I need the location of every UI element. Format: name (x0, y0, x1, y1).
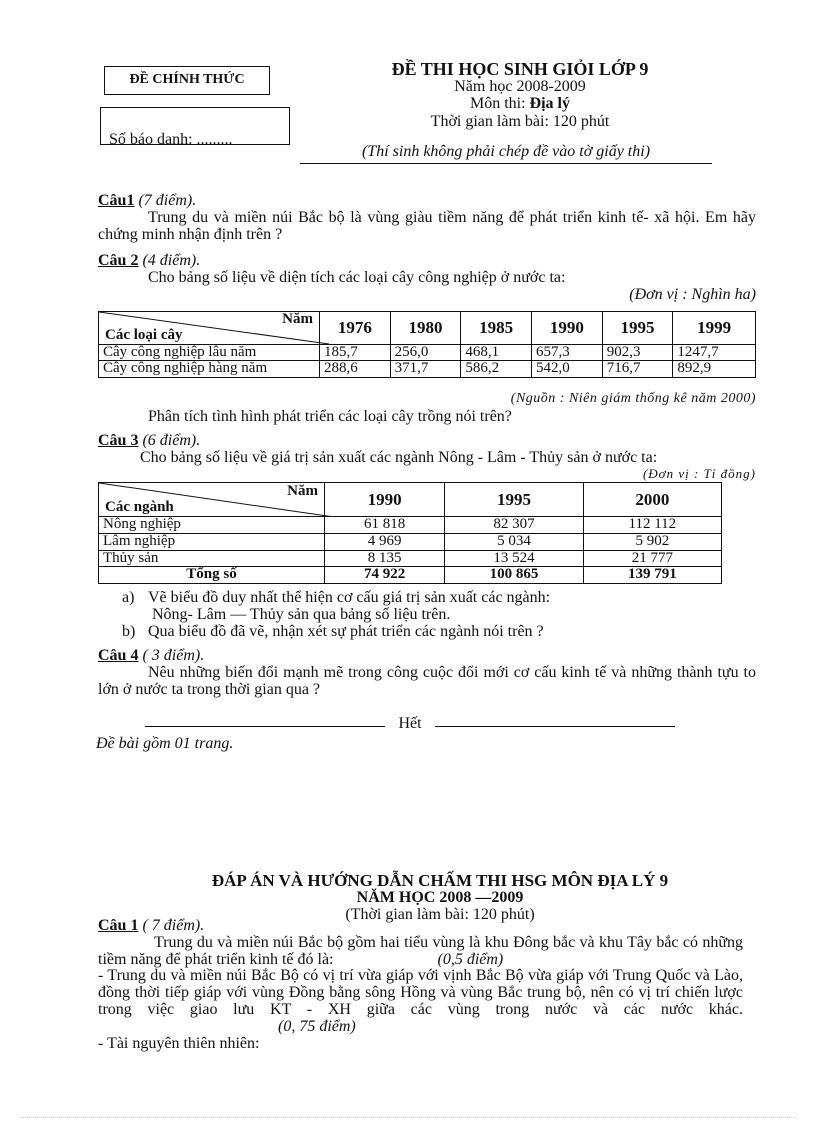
year-header: 1995 (445, 483, 583, 517)
exam-title: ĐỀ THI HỌC SINH GIỎI LỚP 9 (391, 59, 649, 79)
year-header: 1980 (390, 312, 461, 345)
exam-note: (Thí sinh không phải chép đề vào tờ giấy thi) (300, 144, 712, 164)
candidate-number-box (100, 107, 290, 148)
q3-unit: (Đơn vị : Tỉ đồng) (642, 465, 756, 481)
q1-label: Câu1 (98, 192, 135, 209)
answer-q1-points: ( 7 điểm). (138, 917, 205, 934)
end-text: Hết (398, 715, 422, 732)
official-label: ĐỀ CHÍNH THỨC (104, 66, 270, 95)
row-label: Cây công nghiệp hàng năm (99, 361, 320, 378)
table-cell: 902,3 (602, 344, 673, 361)
table-cell: 716,7 (602, 361, 673, 378)
q3-table (98, 482, 722, 584)
answer-duration: (Thời gian làm bài: 120 phút) (345, 905, 535, 923)
year-header: 1999 (673, 312, 756, 345)
q2-table (98, 311, 756, 378)
row-label: Nông nghiệp (99, 517, 325, 534)
table-cell: 1247,7 (673, 344, 756, 361)
question-2 (98, 253, 756, 303)
q1-points: (7 điểm). (134, 192, 197, 209)
year-header: 2000 (583, 483, 721, 517)
q2-question: Phân tích tình hình phát triển các loại cây trồng nói trên? (148, 408, 512, 425)
score: (0,5 điểm) (437, 950, 504, 968)
table-cell: 13 524 (445, 550, 583, 567)
corner-bottom: Các ngành (105, 498, 174, 515)
table-cell: 4 969 (325, 533, 445, 550)
q2-intro: Cho bảng số liệu về diện tích các loại cây công nghiệp ở nước ta: (148, 268, 566, 286)
page-bottom-border (20, 1117, 796, 1118)
diagonal-line (99, 312, 329, 344)
year-header: 1995 (602, 312, 673, 345)
table-cell: 288,6 (320, 361, 391, 378)
diagonal-line (99, 483, 334, 517)
table-total-row (99, 567, 722, 584)
q3-subquestions (122, 590, 756, 640)
table-row (99, 533, 722, 550)
year-header: 1976 (320, 312, 391, 345)
question-1 (98, 193, 756, 243)
year-header: 1990 (532, 312, 603, 345)
table-cell: 82 307 (445, 517, 583, 534)
end-rule-right (435, 726, 675, 727)
q4-points: ( 3 điểm). (138, 647, 205, 664)
answer-p3: - Tài nguyên thiên nhiên: (98, 1034, 260, 1052)
candidate-number: Số báo danh: ......... (109, 131, 233, 148)
table-corner-cell (99, 483, 325, 517)
table-cell: 61 818 (325, 517, 445, 534)
exam-duration: Thời gian làm bài: 120 phút (430, 113, 610, 131)
q4-label: Câu 4 (98, 647, 139, 664)
q3-intro: Cho bảng số liệu về giá trị sản xuất các ngành Nông - Lâm - Thủy sản ở nước ta: (140, 448, 658, 466)
q3-b: b) Qua biểu đồ đã vẽ, nhận xét sự phát triển các ngành nói trên ? (122, 622, 544, 640)
table-cell: 8 135 (325, 550, 445, 567)
table-cell: 74 922 (325, 567, 445, 584)
question-3 (98, 433, 756, 480)
year-header: 1985 (461, 312, 532, 345)
table-corner-cell (99, 312, 320, 345)
end-line (145, 716, 675, 736)
answer-p2: - Trung du và miền núi Bắc Bộ có vị trí vừa giáp với vịnh Bắc Bộ vừa giáp với Trung Quốc và Lào, đồng thời tiếp giáp với vùng Đồng bằng sông Hồng và vùng Bắc trung bộ, nên có vị trí chiến lược trong việc giao lưu KT - XH giữa các vùng trong nước và các nước khác. (0, 75 điểm) (98, 967, 743, 1035)
q3-points: (6 điểm). (138, 432, 201, 449)
table-cell: 468,1 (461, 344, 532, 361)
table-cell: 892,9 (673, 361, 756, 378)
q3-a: a) Vẽ biểu đồ duy nhất thể hiện cơ cấu giá trị sản xuất các ngành: (122, 589, 551, 606)
table-row (99, 517, 722, 534)
table-cell: 542,0 (532, 361, 603, 378)
q3-a-cont: Nông- Lâm — Thủy sản qua bảng số liệu trên. (152, 605, 451, 623)
q4-text: Nêu những biến đổi mạnh mẽ trong công cuộc đổi mới cơ cấu kinh tế và những thành tựu to lớn ở nước ta trong thời gian qua ? (98, 663, 756, 698)
q3-label: Câu 3 (98, 432, 139, 449)
table-cell: 371,7 (390, 361, 461, 378)
score: (0, 75 điểm) (278, 1017, 356, 1035)
answer-title: ĐÁP ÁN VÀ HƯỚNG DẪN CHẤM THI HSG MÔN ĐỊA LÝ 9 (211, 871, 669, 890)
answer-body (98, 918, 743, 1052)
table-cell: 100 865 (445, 567, 583, 584)
subject: Địa lý (529, 94, 570, 112)
q2-source: (Nguồn : Niên giám thống kê năm 2000) (510, 391, 756, 406)
table-cell: 5 034 (445, 533, 583, 550)
answer-header (120, 872, 760, 923)
table-cell: 586,2 (461, 361, 532, 378)
table-cell: 185,7 (320, 344, 391, 361)
q2-points: (4 điểm). (138, 252, 201, 269)
corner-top: Năm (282, 311, 313, 327)
row-label: Thủy sản (99, 550, 325, 567)
table-header-row (99, 312, 756, 345)
answer-year: NĂM HỌC 2008 —2009 (356, 888, 524, 906)
exam-header (330, 60, 710, 131)
table-header-row (99, 483, 722, 517)
answer-q1-label: Câu 1 (98, 917, 139, 934)
answer-p1: Trung du và miền núi Bắc bộ gồm hai tiểu vùng là khu Đông bắc và khu Tây bắc có những tiềm năng để phát triển kinh tế đó là: (0,5 điểm) (98, 933, 743, 968)
q3-b-label: b) (122, 622, 136, 640)
school-year: Năm học 2008-2009 (454, 77, 586, 95)
corner-top: Năm (287, 482, 318, 499)
table-cell: 657,3 (532, 344, 603, 361)
question-4 (98, 648, 756, 698)
table-row (99, 344, 756, 361)
table-row (99, 361, 756, 378)
table-row (99, 550, 722, 567)
page-count-note: Đề bài gồm 01 trang. (96, 735, 234, 752)
q2-unit: (Đơn vị : Nghìn ha) (629, 285, 756, 303)
q2-label: Câu 2 (98, 252, 139, 269)
q3-a-label: a) (122, 589, 135, 606)
table-cell: 256,0 (390, 344, 461, 361)
table-cell: 112 112 (583, 517, 721, 534)
end-rule-left (145, 726, 385, 727)
table-cell: 5 902 (583, 533, 721, 550)
row-label: Cây công nghiệp lâu năm (99, 344, 320, 361)
table-cell: 21 777 (583, 550, 721, 567)
corner-bottom: Các loại cây (105, 326, 183, 343)
year-header: 1990 (325, 483, 445, 517)
row-label: Tổng số (99, 567, 325, 584)
table-cell: 139 791 (583, 567, 721, 584)
q1-text: Trung du và miền núi Bắc bộ là vùng giàu tiềm năng để phát triển kinh tế- xã hội. Em hãy chứng minh nhận định trên ? (98, 208, 756, 243)
row-label: Lâm nghiệp (99, 533, 325, 550)
subject-line: Môn thi: Địa lý (469, 94, 570, 112)
